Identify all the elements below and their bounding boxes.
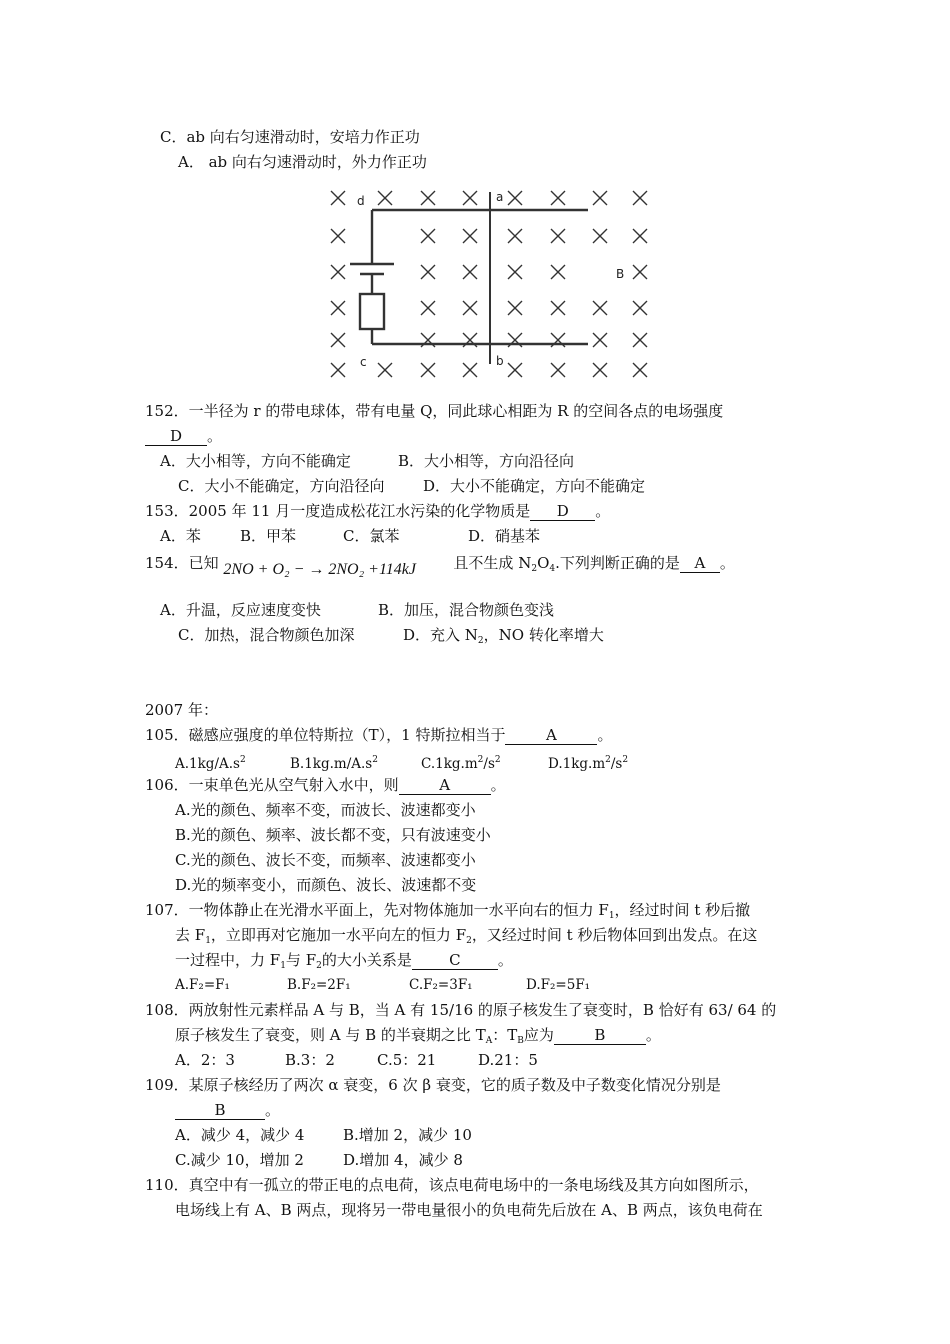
field-cross-icon (508, 301, 522, 315)
q154-stem-line (145, 553, 735, 580)
field-cross-icon (463, 229, 477, 243)
field-cross-icon (593, 301, 607, 315)
q106-option-a: A.光的颜色、频率不变，而波长、波速都变小 (175, 801, 476, 819)
q109-option-d: D.增加 4，减少 8 (343, 1151, 463, 1169)
field-cross-icon (463, 191, 477, 205)
q109-option-a: A．减少 4，减少 4 (175, 1126, 305, 1144)
q106-option-c: C.光的颜色、波长不变，而频率、波速都变小 (175, 851, 476, 869)
field-cross-icon (593, 333, 607, 347)
q108-option-d: D.21：5 (478, 1051, 538, 1069)
q108-line-2 (175, 1025, 661, 1051)
q105-stem: 105．磁感应强度的单位特斯拉（T），1 特斯拉相当于 (145, 726, 506, 744)
q105-option-a-text: A.1kg/A.s (175, 756, 240, 772)
q105-exp: 2 (605, 755, 611, 765)
q109-end: 。 (265, 1101, 281, 1119)
q110-line-2: 电场线上有 A、B 两点，现将另一带电量很小的负电荷先后放在 A、B 两点，该负电荷在 (175, 1201, 763, 1219)
q154-text: O (537, 554, 550, 572)
q108-sub: A (485, 1036, 493, 1046)
q110-line-1: 110．真空中有一孤立的带正电的点电荷，该点电荷电场中的一条电场线及其方向如图所示， (145, 1176, 759, 1194)
q109-answer-line (175, 1100, 280, 1120)
field-cross-icon (331, 363, 345, 377)
q152-option-a: A．大小相等，方向不能确定 (160, 452, 351, 470)
field-cross-icon (551, 301, 565, 315)
q105-answer: A (505, 727, 597, 745)
label-a: a (496, 190, 504, 204)
q107-sub: 1 (280, 961, 286, 971)
field-cross-icon (463, 265, 477, 279)
q107-text: ，立即再对它施加一水平向左的恒力 F (210, 926, 467, 944)
q107-sub: 1 (205, 936, 211, 946)
prev-option-a: A． ab 向右匀速滑动时，外力作正功 (178, 153, 427, 171)
label-B-field: B (616, 267, 625, 281)
q105-exp: 2 (239, 755, 246, 765)
q153-option-c: C．氯苯 (343, 527, 400, 545)
field-cross-icon (633, 229, 647, 243)
field-cross-icon (593, 229, 607, 243)
q105-exp: 2 (477, 755, 484, 765)
q152-answer-line (145, 426, 222, 446)
q107-text: 去 F (175, 926, 206, 944)
field-cross-icon (331, 301, 345, 315)
q154-end: 。 (719, 554, 735, 572)
q105-option-c-text: /s (483, 756, 495, 772)
field-cross-icon (508, 363, 522, 377)
q108-option-a: A．2：3 (175, 1051, 235, 1069)
q107-text: 一过程中，力 F (175, 951, 281, 969)
label-b: b (496, 354, 504, 368)
q154-answer: A (680, 555, 720, 573)
q152-answer: D (145, 428, 207, 446)
q106-stem-line (145, 775, 506, 795)
q107-sub: 1 (608, 911, 615, 921)
q152-end: 。 (207, 427, 223, 445)
field-cross-icon (593, 363, 607, 377)
q105-option-c-text: C.1kg.m (421, 756, 478, 772)
q154-sub: 4 (549, 564, 556, 574)
field-cross-icon (331, 191, 345, 205)
field-cross-icon (508, 229, 522, 243)
q154-text: .下列判断正确的是 (555, 554, 680, 572)
q108-option-c: C.5：21 (377, 1051, 437, 1069)
q154-option-c: C．加热，混合物颜色加深 (178, 626, 355, 644)
field-cross-icon (593, 191, 607, 205)
q107-text: ，经过时间 t 秒后撤 (614, 901, 751, 919)
label-c: c (360, 355, 367, 369)
q106-answer: A (399, 777, 491, 795)
circuit-figure (320, 182, 660, 382)
q106-end: 。 (490, 776, 506, 794)
q105-end: 。 (597, 726, 613, 744)
q106-stem: 106．一束单色光从空气射入水中，则 (145, 776, 399, 794)
q108-answer: B (554, 1027, 646, 1045)
q153-option-a: A．苯 (160, 527, 201, 545)
field-cross-icon (463, 301, 477, 315)
q106-option-b: B.光的颜色、频率、波长都不变，只有波速变小 (175, 826, 491, 844)
field-cross-icon (421, 301, 435, 315)
q154-sub: 2 (531, 564, 538, 574)
q108-line-1: 108．两放射性元素样品 A 与 B，当 A 有 15/16 的原子核发生了衰变时，B 恰好有 63/ 64 的 (145, 1001, 777, 1019)
q105-exp: 2 (494, 755, 501, 765)
q108-text: ：T (492, 1026, 518, 1044)
q105-exp: 2 (372, 755, 378, 765)
field-cross-icon (508, 191, 522, 205)
field-cross-icon (508, 265, 522, 279)
q107-sub: 2 (466, 936, 472, 946)
q105-exp: 2 (622, 755, 629, 765)
q107-option-b: B.F₂=2F₁ (287, 977, 351, 993)
field-cross-icon (421, 363, 435, 377)
q108-end: 。 (645, 1026, 661, 1044)
q107-line-3 (175, 950, 513, 976)
year-heading: 2007 年： (145, 701, 218, 719)
q105-option-d (548, 750, 628, 774)
q153-answer: D (530, 503, 595, 521)
field-cross-icon (551, 363, 565, 377)
q108-text: 原子核发生了衰变，则 A 与 B 的半衰期之比 T (175, 1026, 486, 1044)
q105-option-a (175, 750, 246, 774)
q107-text: 的大小关系是 (321, 951, 412, 969)
q107-text: ，又经过时间 t 秒后物体回到出发点。在这 (471, 926, 758, 944)
field-cross-icon (633, 333, 647, 347)
q154-text: 且不生成 N (453, 554, 532, 572)
q108-text: 应为 (523, 1026, 554, 1044)
q105-option-d-text: /s (610, 756, 623, 772)
field-cross-icon (421, 265, 435, 279)
field-cross-icon (331, 229, 345, 243)
resistor (360, 294, 384, 329)
q106-option-d: D.光的频率变小，而颜色、波长、波速都不变 (175, 876, 477, 894)
q107-line-2 (175, 925, 757, 951)
q153-stem: 153．2005 年 11 月一度造成松花江水污染的化学物质是 (145, 502, 531, 520)
field-cross-icon (633, 265, 647, 279)
field-cross-icon (378, 191, 392, 205)
q107-option-a: A.F₂=F₁ (175, 977, 230, 993)
q105-option-c (421, 750, 501, 774)
q109-option-c: C.减少 10，增加 2 (175, 1151, 304, 1169)
q109-option-b: B.增加 2，减少 10 (343, 1126, 472, 1144)
q109-answer: B (175, 1102, 265, 1120)
q108-sub: B (517, 1036, 524, 1046)
q107-option-d: D.F₂=5F₁ (526, 977, 591, 993)
q154-option-b: B．加压，混合物颜色变浅 (378, 601, 555, 619)
q154-stem: 154．已知 (145, 554, 219, 572)
q153-option-d: D．硝基苯 (468, 527, 541, 545)
q105-option-b-text: B.1kg.m/A.s (290, 756, 373, 772)
q152-option-b: B．大小相等，方向沿径向 (398, 452, 575, 470)
q107-end: 。 (497, 951, 513, 969)
field-cross-icon (331, 333, 345, 347)
q109-line-1: 109．某原子核经历了两次 α 衰变，6 次 β 衰变，它的质子数及中子数变化情况分别是 (145, 1076, 721, 1094)
q153-end: 。 (595, 502, 611, 520)
q107-sub: 2 (316, 961, 322, 971)
q105-option-b (290, 750, 378, 774)
q153-stem-line (145, 501, 610, 521)
field-cross-icon (378, 363, 392, 377)
q154-option-d (403, 625, 604, 651)
q154-option-d-text: D．充入 N (403, 626, 478, 644)
field-cross-icon (421, 229, 435, 243)
q154-equation: 2NO + O₂ − → 2NO₂ +114kJ (223, 561, 416, 578)
field-cross-icon (421, 191, 435, 205)
q152-option-c: C．大小不能确定，方向沿径向 (178, 477, 385, 495)
q108-option-b: B.3：2 (285, 1051, 335, 1069)
q154-option-a: A．升温，反应速度变快 (160, 601, 321, 619)
q152-option-d: D．大小不能确定，方向不能确定 (423, 477, 646, 495)
field-cross-icon (633, 191, 647, 205)
q107-text: 107．一物体静止在光滑水平面上，先对物体施加一水平向右的恒力 F (145, 901, 609, 919)
field-cross-icon (633, 363, 647, 377)
q105-stem-line (145, 725, 612, 745)
label-d: d (357, 194, 365, 208)
field-cross-icon (551, 265, 565, 279)
field-cross-icon (463, 363, 477, 377)
q107-text: 与 F (285, 951, 317, 969)
q152-stem: 152．一半径为 r 的带电球体，带有电量 Q，同此球心相距为 R 的空间各点的电场强度 (145, 402, 724, 420)
field-cross-icon (551, 191, 565, 205)
q107-answer: C (412, 952, 498, 970)
field-cross-icon (551, 229, 565, 243)
q153-option-b: B．甲苯 (240, 527, 297, 545)
prev-option-c: C．ab 向右匀速滑动时，安培力作正功 (160, 128, 420, 146)
q107-line-1 (145, 900, 750, 926)
q107-option-c: C.F₂=3F₁ (409, 977, 473, 993)
q154-option-d-sub: 2 (477, 636, 484, 646)
field-cross-icon (331, 265, 345, 279)
field-cross-icon (633, 301, 647, 315)
q105-option-d-text: D.1kg.m (548, 756, 606, 772)
q154-option-d-text: ，NO 转化率增大 (483, 626, 604, 644)
